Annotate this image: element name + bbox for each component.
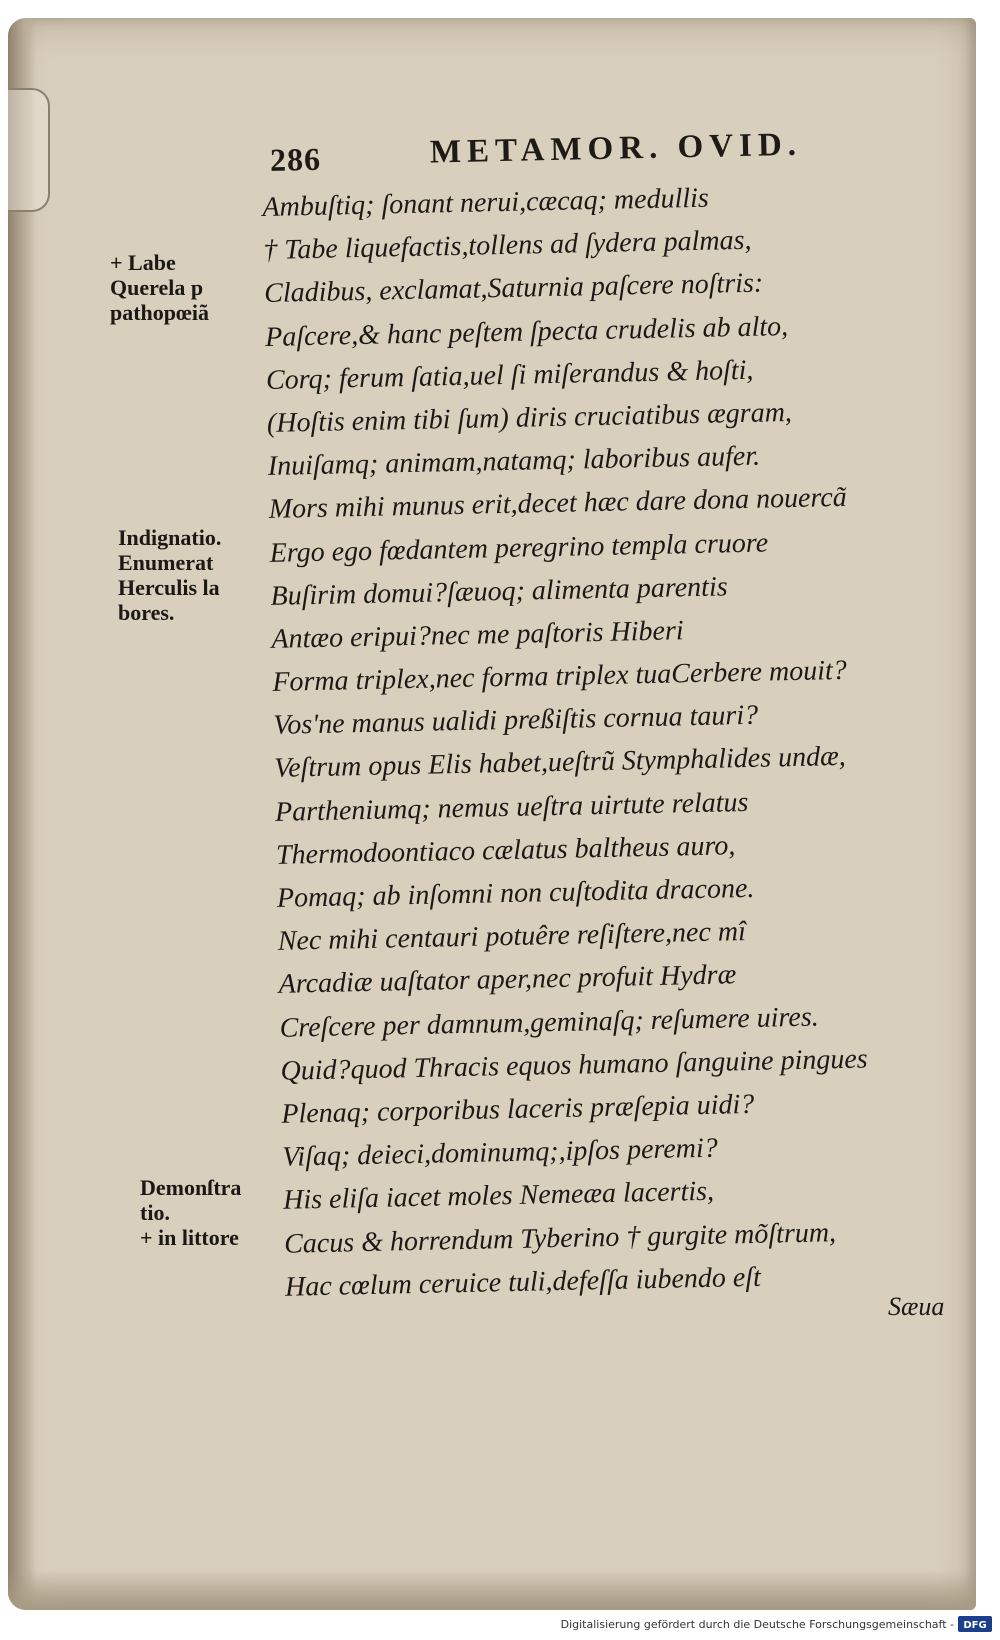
- verse-line: Cladibus, exclamat,Saturnia paſcere noſtris:: [263, 267, 764, 310]
- verse-line: Arcadiæ uaſtator aper,nec profuit Hydræ: [278, 959, 737, 1001]
- page-tab-mark: [8, 88, 50, 212]
- verse-line: Mors mihi munus erit,decet hæc dare dona nouercã: [268, 482, 848, 526]
- verse-line: Viſaq; deieci,dominumq;,ipſos peremi?: [282, 1132, 719, 1173]
- marginal-note-labe: [110, 250, 209, 325]
- dfg-logo-text: DFG: [963, 1620, 987, 1631]
- verse-line: Cacus & horrendum Tyberino † gurgite mõſtrum,: [283, 1216, 837, 1260]
- verse-line: Vos'ne manus ualidi preßiſtis cornua tauri?: [272, 699, 759, 742]
- verse-line: Inuiſamq; animam,natamq; laboribus aufer.: [267, 440, 761, 483]
- verse-line: Ambuſtiq; ſonant nerui,cæcaq; medullis: [262, 182, 710, 223]
- verse-line: Paſcere,& hanc peſtem ſpecta crudelis ab alto,: [264, 310, 789, 353]
- page-number: 286: [269, 140, 322, 178]
- verse-line: Nec mihi centauri potuêre reſiſtere,nec mî: [277, 916, 747, 958]
- page-binding-shadow: [8, 18, 36, 1610]
- verse-line: Hac cœlum ceruice tuli,defeſſa iubendo eſt: [284, 1261, 762, 1303]
- verse-line: Forma triplex,nec forma triplex tuaCerbere mouit?: [272, 654, 848, 698]
- page-bottom-shadow: [8, 1570, 976, 1610]
- verse-line: His eliſa iacet moles Nemeæa lacertis,: [282, 1176, 715, 1217]
- catchword: Sæua: [888, 1292, 945, 1321]
- marginal-note-line: Enumerat: [118, 550, 214, 575]
- marginal-note-line: Querela p: [110, 275, 204, 300]
- verse-line: Thermodoontiaco cælatus baltheus auro,: [275, 830, 736, 871]
- marginal-note-line: + Labe: [110, 250, 176, 275]
- digitization-credit: Digitalisierung gefördert durch die Deutsche Forschungsgemeinschaft -: [560, 1618, 954, 1631]
- verse-line: (Hoſtis enim tibi ſum) diris cruciatibus ægram,: [266, 396, 793, 439]
- verse-line: Corq; ferum ſatia,uel ſi miſerandus & hoſti,: [265, 354, 754, 396]
- marginal-note-line: Indignatio.: [118, 525, 222, 550]
- verse-line: Antæo eripui?nec me paſtoris Hiberi: [271, 615, 684, 655]
- verse-line: † Tabe liquefactis,tollens ad ſydera palmas,: [263, 224, 752, 267]
- verse-line: Quid?quod Thracis equos humano ſanguine pingues: [280, 1043, 868, 1087]
- marginal-note-demonstratio: [140, 1175, 241, 1250]
- verse-line: Partheniumq; nemus ueſtra uirtute relatus: [274, 786, 749, 828]
- dfg-logo-icon: [958, 1616, 992, 1632]
- marginal-note-line: + in littore: [140, 1225, 239, 1250]
- marginal-note-indignatio: [118, 525, 221, 625]
- marginal-note-line: bores.: [118, 600, 175, 625]
- marginal-note-line: Herculis la: [118, 575, 220, 600]
- verse-line: Plenaq; corporibus laceris præſepia uidi?: [281, 1088, 755, 1130]
- marginal-note-line: pathopœiã: [110, 300, 210, 325]
- verse-line: Buſirim domui?ſæuoq; alimenta parentis: [270, 571, 728, 612]
- verse-line: Veſtrum opus Elis habet,ueſtrũ Stymphalides undæ,: [273, 741, 847, 785]
- verse-line: Ergo ego fœdantem peregrino templa cruore: [269, 526, 769, 569]
- marginal-note-line: tio.: [140, 1200, 170, 1225]
- marginal-note-line: Demonſtra: [140, 1175, 242, 1200]
- verse-text: [262, 171, 985, 1308]
- running-title: METAMOR. OVID.: [429, 126, 803, 171]
- verse-line: Creſcere per damnum,geminaſq; reſumere uires.: [279, 1001, 819, 1044]
- verse-line: Pomaq; ab inſomni non cuſtodita dracone.: [276, 872, 755, 914]
